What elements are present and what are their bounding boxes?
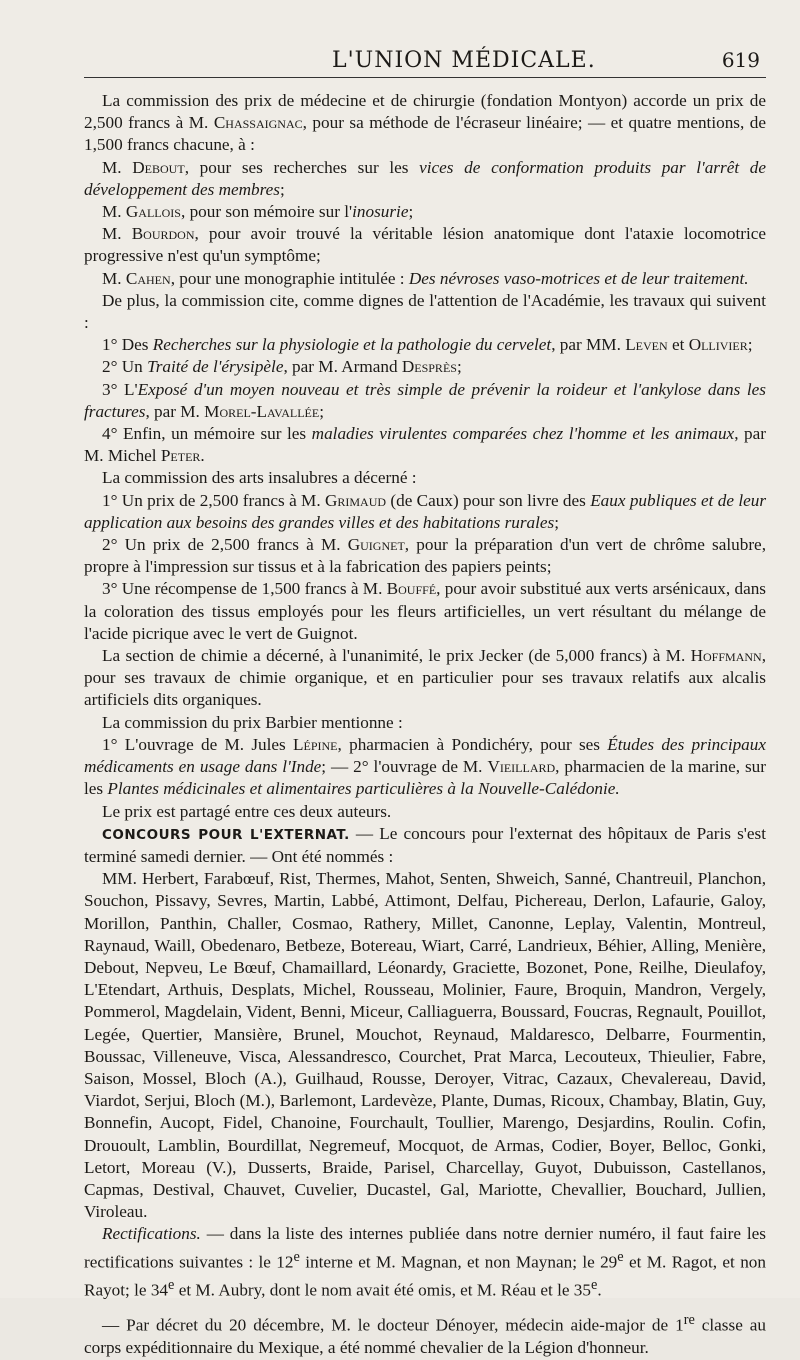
page-number: 619 [721,48,760,72]
journal-title: L'UNION MÉDICALE. [332,48,596,73]
paragraph: 2° Un prix de 2,500 francs à M. Guignet, pour la préparation d'un vert de chrôme salubre, propre à l'impression sur tissus et à la fabrication des papiers peints; [84,535,766,577]
paragraph: Le prix est partagé entre ces deux auteurs. [102,801,392,821]
paragraph: 1° L'ouvrage de M. Jules Lépine, pharmacien à Pondichéry, pour ses Études des principaux médicaments en usage dans l'Inde; — 2° l'ouvrage de M. Vieillard, pharmacien de la marine, sur les Plantes médicinales et alimentaires particulières à la Nouvelle-Calédonie. [84,734,767,799]
paragraph: 4° Enfin, un mémoire sur les maladies virulentes comparées chez l'homme et les animaux, par M. Michel Peter. [84,424,766,466]
paragraph: M. Bourdon, pour avoir trouvé la véritable lésion anatomique dont l'ataxie locomotrice progressive n'est qu'un symptôme; [84,224,766,266]
paragraph: MM. Herbert, Farabœuf, Rist, Thermes, Mahot, Senten, Shweich, Sanné, Chantreuil, Planchon, Souchon, Pissavy, Sevres, Martin, Labbé, Attimont, Delfau, Pichereau, Derlon, Lafaurie, Galoy, Morillon, Panthin, Challer, Cosmao, Rathery, Millet, Canonne, Leplay, Valentin, Montreul, Raynaud, Waill, Obedenaro, Betbeze, Botereau, Wiart, Carré, Landrieux, Béhier, Alling, Menière, Debout, Nepveu, Le Bœuf, Chamaillard, Léonardy, Graciette, Bozonet, Pone, Reilhe, Dieulafoy, L'Etendart, Arthuis, Desplats, Michel, Rousseau, Molinier, Faure, Broquin, Mandron, Vergely, Pommerol, Magdelain, Vident, Benni, Miceur, Calliaguerra, Boussard, Foucras, Regnault, Pouillot, Legée, Quertier, Mansière, Brunel, Mouchot, Reynaud, Maldaresco, Delbarre, Fourmentin, Boussac, Villeneuve, Visca, Alessandresco, Courchet, Prat Marca, Lecouteux, Thieulier, Fabre, Saison, Mossel, Bloch (A.), Guilhaud, Rousse, Deroyer, Vitrac, Cazaux, Chevalereau, David, Viardot, Serjui, Bloch (M.), Barlemont, Lardevèze, Plante, Dumas, Ricoux, Chambay, Blatin, Guy, Bonnefin, Aucopt, Fidel, Chanoine, Fourchault, Toullier, Marengo, Desjardins, Roulin. Cofin, Drouoult, Lamblin, Bourdillat, Negremeuf, Mocquot, de Armas, Codier, Boyer, Belloc, Gonki, Letort, Moreau (V.), Dusserts, Braide, Parisel, Charcellay, Guyot, Dubuisson, Castellanos, Capmas, Destival, Chauvet, Cuvelier, Ducastel, Gal, Mariotte, Chevallier, Bouchard, Jullien, Viroleau. [84,869,767,1222]
paragraph: M. Cahen, pour une monographie intitulée : Des névroses vaso-motrices et de leur traitement. [102,268,749,288]
paragraph: 1° Un prix de 2,500 francs à M. Grimaud (de Caux) pour son livre des Eaux publiques et de leur application aux besoins des grandes villes et des habitations rurales; [84,490,767,532]
paragraph: 2° Un Traité de l'érysipèle, par M. Armand Desprès; [102,357,462,377]
paragraph: La commission du prix Barbier mentionne : [102,712,403,732]
paragraph: 3° L'Exposé d'un moyen nouveau et très simple de prévenir la roideur et l'ankylose dans les fractures, par M. Morel-Lavallée; [84,379,766,421]
paragraph: CONCOURS POUR L'EXTERNAT. — Le concours pour l'externat des hôpitaux de Paris s'est terminé samedi dernier. — Ont été nommés : [84,823,767,866]
article-body [84,90,766,1360]
paragraph: 1° Des Recherches sur la physiologie et la pathologie du cervelet, par MM. Leven et Ollivier; [102,335,753,355]
running-header [84,48,766,73]
paragraph: La commission des prix de médecine et de chirurgie (fondation Montyon) accorde un prix de 2,500 francs à M. Chassaignac, pour sa méthode de l'écraseur linéaire; — et quatre mentions, de 1,500 francs chacune, à : [84,91,766,155]
paragraph: M. Debout, pour ses recherches sur les vices de conformation produits par l'arrêt de développement des membres; [84,157,766,199]
paragraph: Rectifications. — dans la liste des internes publiée dans notre dernier numéro, il faut faire les rectifications suivantes : le 12e interne et M. Magnan, et non Maynan; le 29e et M. Ragot, et non Rayot; le 34e et M. Aubry, dont le nom avait été omis, et M. Réau et le 35e. [84,1224,766,1300]
paragraph: M. Gallois, pour son mémoire sur l'inosurie; [102,202,414,222]
paragraph: La commission des arts insalubres a décerné : [102,468,417,488]
header-rule [84,77,766,78]
paragraph: — Par décret du 20 décembre, M. le docteur Dénoyer, médecin aide-major de 1re classe au corps expéditionnaire du Mexique, a été nommé chevalier de la Légion d'honneur. [84,1312,766,1358]
paragraph: La section de chimie a décerné, à l'unanimité, le prix Jecker (de 5,000 francs) à M. Hoffmann, pour ses travaux de chimie organique, et en particulier pour ses travaux relatifs aux alcalis artificiels dits organiques. [84,646,766,710]
paragraph: 3° Une récompense de 1,500 francs à M. Bouffé, pour avoir substitué aux verts arsénicaux, dans la coloration des tissus employés pour les fleurs artificielles, un vert résultant du mélange de l'acide picrique avec le vert de Guignot. [84,579,766,643]
paragraph: De plus, la commission cite, comme dignes de l'attention de l'Académie, les travaux qui suivent : [84,290,766,333]
